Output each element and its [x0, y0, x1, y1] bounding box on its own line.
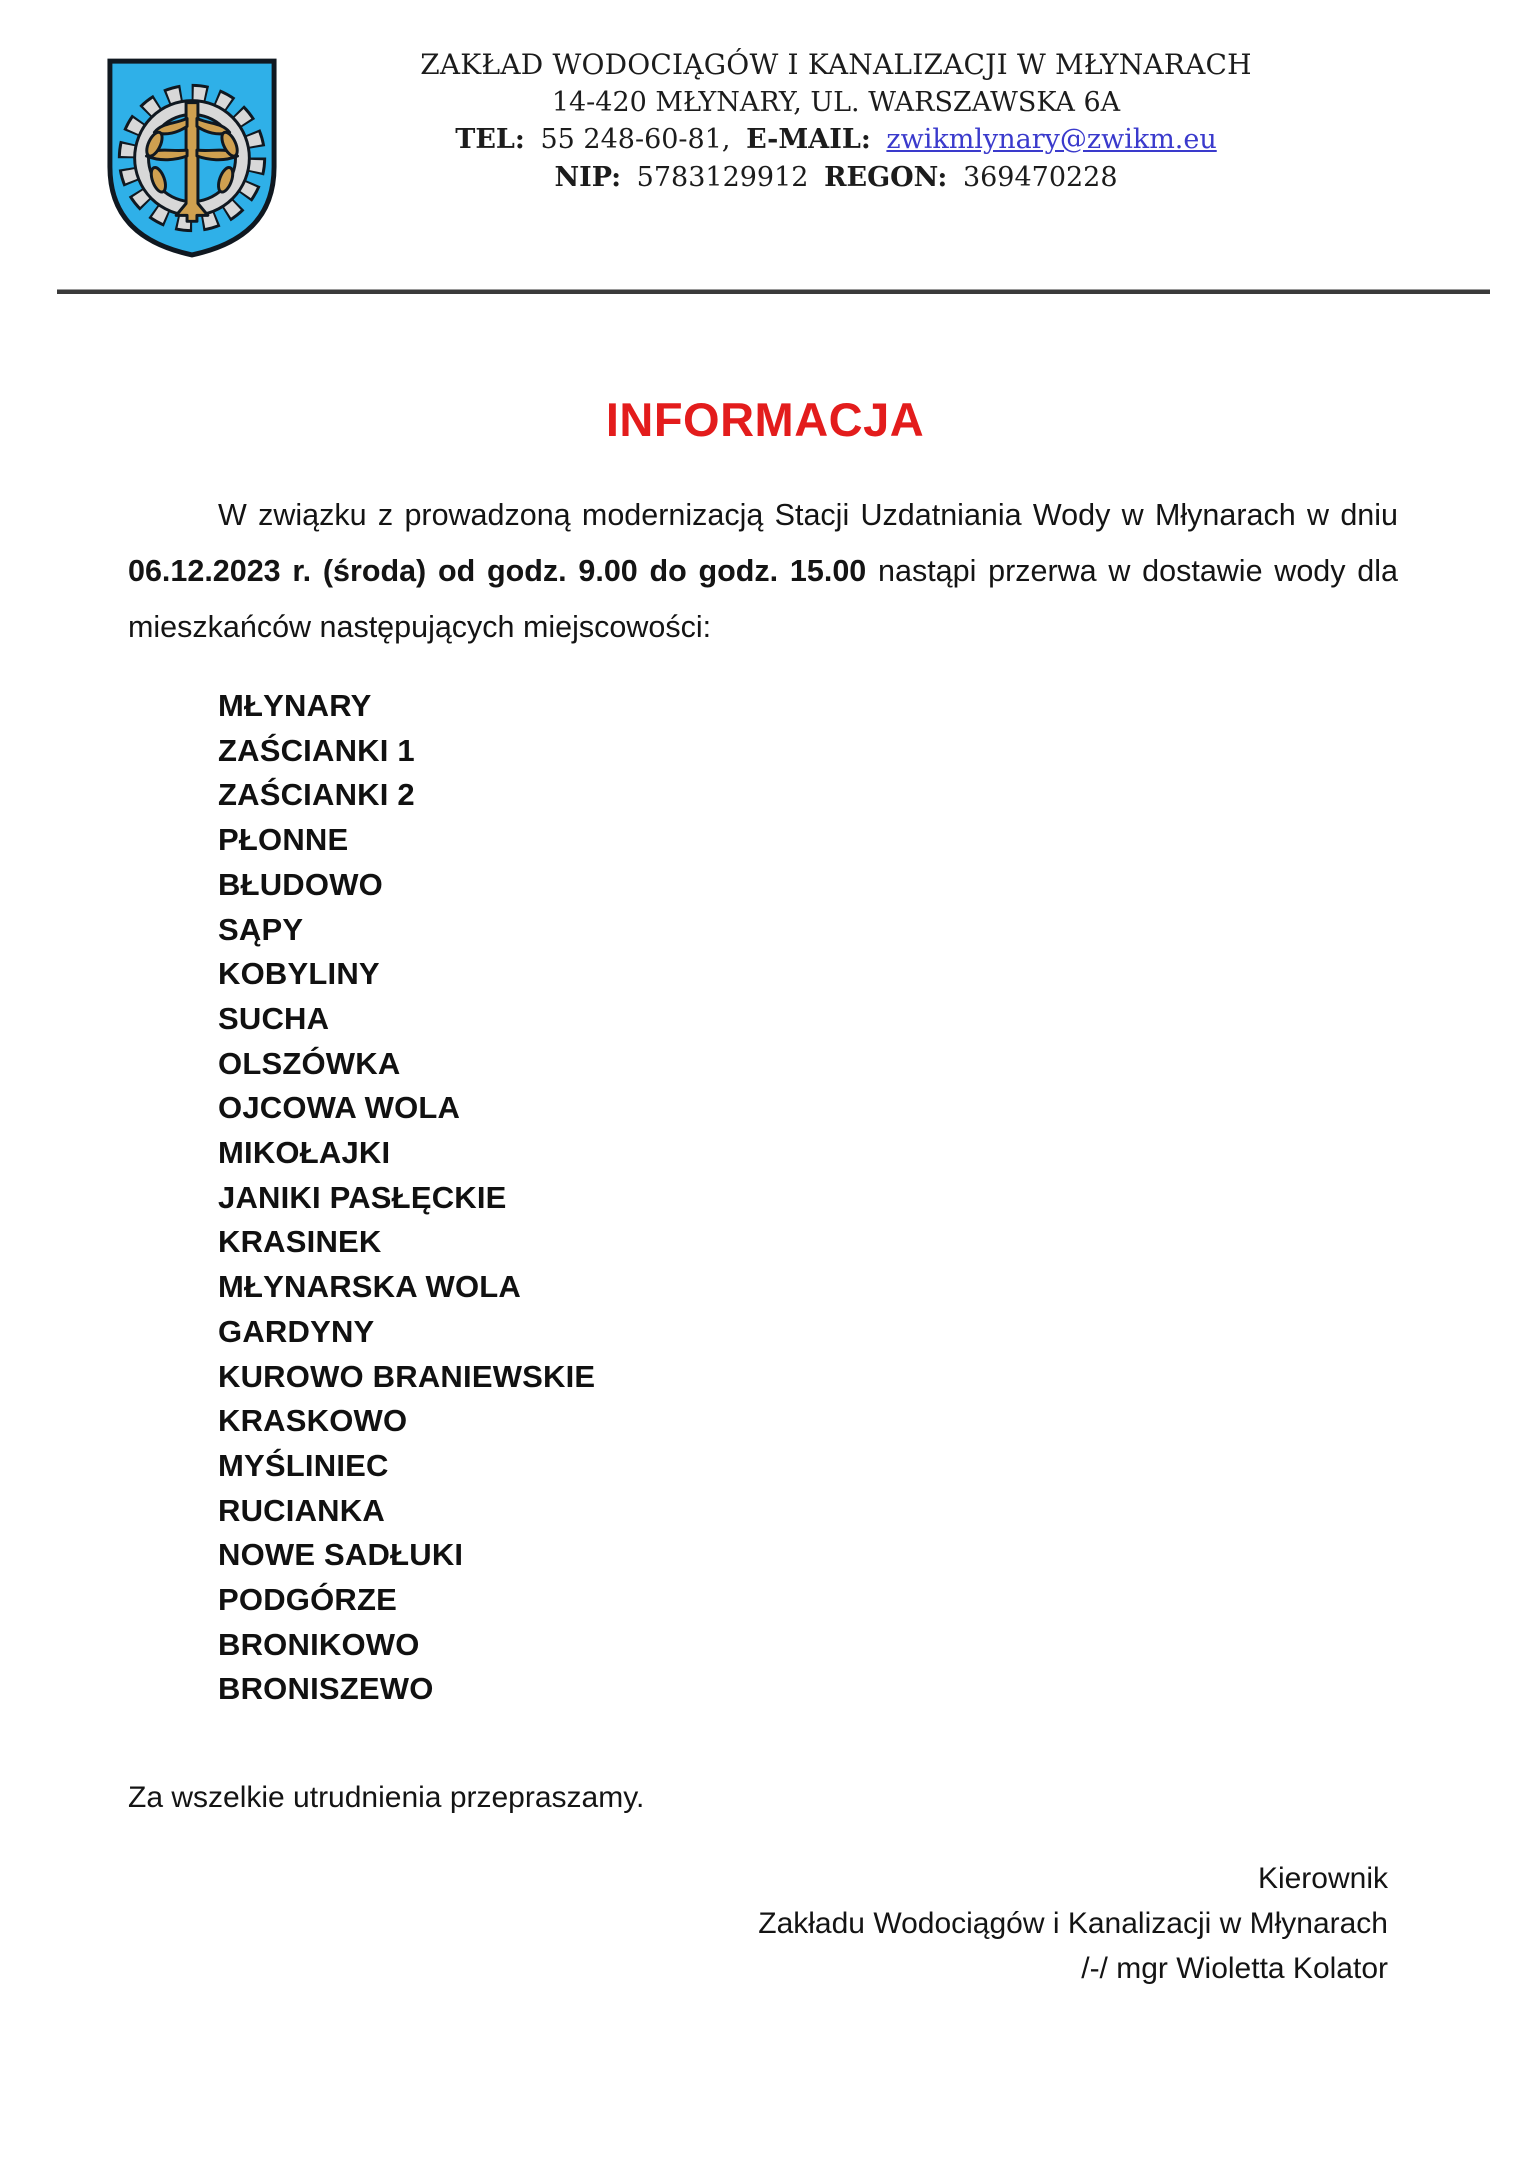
town-list-item: ZAŚCIANKI 1	[218, 732, 415, 768]
org-contact-line	[230, 121, 1442, 159]
town-list-item: RUCIANKA	[218, 1492, 385, 1528]
intro-text-after: nastąpi przerwa w dostawie wody dla mieszkańców następujących miejscowości:	[128, 554, 1398, 644]
town-list-item: NOWE SADŁUKI	[218, 1537, 464, 1573]
signature-role: Kierownik	[1257, 1862, 1388, 1895]
letterhead-text	[230, 46, 1442, 196]
town-list-item: SUCHA	[218, 1000, 330, 1036]
town-list-item: KOBYLINY	[218, 956, 380, 992]
nip-value: 5783129912	[636, 161, 809, 193]
town-list-item: KRASINEK	[218, 1224, 382, 1260]
town-list-item: MŁYNARSKA WOLA	[218, 1269, 522, 1305]
nip-label: NIP:	[554, 161, 622, 193]
town-list-item: KRASKOWO	[218, 1403, 408, 1439]
town-list-item: ZAŚCIANKI 2	[218, 777, 415, 813]
town-list-item: MIKOŁAJKI	[218, 1135, 391, 1171]
town-list-item: JANIKI PASŁĘCKIE	[218, 1179, 507, 1215]
tel-value: 55 248-60-81,	[540, 124, 731, 155]
apology-text: Za wszelkie utrudnienia przepraszamy.	[128, 1781, 645, 1814]
signature-block	[758, 1856, 1388, 1991]
town-list-item: BRONIKOWO	[218, 1626, 420, 1662]
org-ids-line	[230, 159, 1442, 197]
town-list-item: MYŚLINIEC	[218, 1447, 389, 1483]
email-link[interactable]: zwikmlynary@zwikm.eu	[886, 124, 1217, 155]
signature-org: Zakładu Wodociągów i Kanalizacji w Młynarach	[758, 1907, 1388, 1940]
org-name: ZAKŁAD WODOCIĄGÓW I KANALIZACJI W MŁYNARACH	[420, 48, 1252, 81]
town-list-item: BŁUDOWO	[218, 866, 383, 902]
town-list-item: KUROWO BRANIEWSKIE	[218, 1358, 596, 1394]
org-address: 14-420 MŁYNARY, UL. WARSZAWSKA 6A	[551, 86, 1121, 118]
intro-date-range: 06.12.2023 r. (środa) od godz. 9.00 do godz. 15.00	[128, 554, 867, 588]
notice-title: INFORMACJA	[605, 393, 925, 446]
town-list-item: SĄPY	[218, 911, 304, 947]
divider-line	[57, 289, 1490, 294]
town-list-item: OJCOWA WOLA	[218, 1090, 461, 1126]
signature-name: /-/ mgr Wioletta Kolator	[1081, 1952, 1388, 1985]
regon-label: REGON:	[824, 161, 948, 193]
email-label: E-MAIL:	[746, 124, 871, 155]
tel-label: TEL:	[455, 124, 525, 155]
towns-list	[218, 684, 595, 1712]
town-list-item: PŁONNE	[218, 822, 349, 858]
town-list-item: PODGÓRZE	[218, 1582, 398, 1618]
town-list-item: MŁYNARY	[218, 688, 372, 723]
town-list-item: BRONISZEWO	[218, 1671, 434, 1707]
notice-intro	[128, 487, 1398, 655]
town-list-item: GARDYNY	[218, 1313, 375, 1349]
town-list-item: OLSZÓWKA	[218, 1045, 401, 1081]
intro-text-before: W związku z prowadzoną modernizacją Stacji Uzdatniania Wody w Młynarach w dniu	[218, 498, 1398, 532]
regon-value: 369470228	[962, 161, 1118, 193]
